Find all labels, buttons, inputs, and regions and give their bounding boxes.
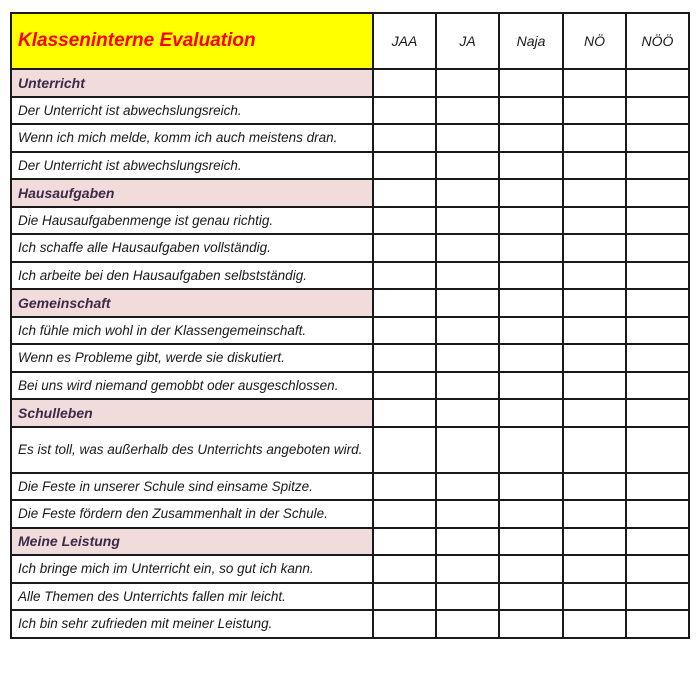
section-blank-cell: [563, 179, 626, 207]
statement-row: [11, 152, 689, 180]
rating-cell-jaa[interactable]: [373, 234, 436, 262]
rating-cell-nooe[interactable]: [626, 610, 689, 638]
rating-cell-noe[interactable]: [563, 555, 626, 583]
statement-row: [11, 262, 689, 290]
section-blank-cell: [436, 289, 499, 317]
statement-text: Ich bin sehr zufrieden mit meiner Leistung.: [11, 610, 373, 638]
rating-cell-naja[interactable]: [499, 344, 563, 372]
rating-cell-naja[interactable]: [499, 234, 563, 262]
rating-cell-ja[interactable]: [436, 124, 499, 152]
section-blank-cell: [499, 399, 563, 427]
rating-cell-nooe[interactable]: [626, 124, 689, 152]
rating-cell-jaa[interactable]: [373, 317, 436, 345]
section-blank-cell: [499, 528, 563, 556]
section-blank-cell: [499, 69, 563, 97]
rating-cell-jaa[interactable]: [373, 610, 436, 638]
rating-cell-naja[interactable]: [499, 207, 563, 235]
statement-row: [11, 610, 689, 638]
statement-row: [11, 207, 689, 235]
rating-cell-ja[interactable]: [436, 473, 499, 501]
rating-cell-naja[interactable]: [499, 152, 563, 180]
section-blank-cell: [373, 399, 436, 427]
statement-text: Ich schaffe alle Hausaufgaben vollständig.: [11, 234, 373, 262]
rating-cell-nooe[interactable]: [626, 207, 689, 235]
rating-cell-noe[interactable]: [563, 610, 626, 638]
rating-cell-jaa[interactable]: [373, 473, 436, 501]
statement-row: [11, 97, 689, 125]
rating-cell-ja[interactable]: [436, 234, 499, 262]
rating-cell-naja[interactable]: [499, 97, 563, 125]
section-blank-cell: [436, 179, 499, 207]
section-blank-cell: [373, 179, 436, 207]
rating-cell-ja[interactable]: [436, 97, 499, 125]
rating-cell-ja[interactable]: [436, 372, 499, 400]
rating-cell-jaa[interactable]: [373, 124, 436, 152]
rating-cell-naja[interactable]: [499, 372, 563, 400]
section-heading: Schulleben: [11, 399, 373, 427]
statement-row: [11, 317, 689, 345]
statement-row: [11, 234, 689, 262]
evaluation-table: [10, 12, 690, 639]
rating-cell-naja[interactable]: [499, 262, 563, 290]
rating-cell-noe[interactable]: [563, 207, 626, 235]
section-row: [11, 179, 689, 207]
section-heading: Hausaufgaben: [11, 179, 373, 207]
section-blank-cell: [626, 528, 689, 556]
rating-cell-jaa[interactable]: [373, 207, 436, 235]
rating-cell-ja[interactable]: [436, 317, 499, 345]
section-blank-cell: [563, 528, 626, 556]
rating-cell-jaa[interactable]: [373, 427, 436, 473]
rating-cell-nooe[interactable]: [626, 317, 689, 345]
column-header-ja: JA: [436, 13, 499, 69]
column-header-nooe: NÖÖ: [626, 13, 689, 69]
rating-cell-naja[interactable]: [499, 317, 563, 345]
statement-row: [11, 372, 689, 400]
rating-cell-nooe[interactable]: [626, 500, 689, 528]
statement-text: Alle Themen des Unterrichts fallen mir leicht.: [11, 583, 373, 611]
section-blank-cell: [563, 289, 626, 317]
section-blank-cell: [626, 69, 689, 97]
rating-cell-naja[interactable]: [499, 124, 563, 152]
statement-text: Ich arbeite bei den Hausaufgaben selbstständig.: [11, 262, 373, 290]
rating-cell-jaa[interactable]: [373, 500, 436, 528]
statement-text: Die Feste fördern den Zusammenhalt in der Schule.: [11, 500, 373, 528]
rating-cell-naja[interactable]: [499, 473, 563, 501]
header-row: [11, 13, 689, 69]
rating-cell-ja[interactable]: [436, 207, 499, 235]
section-row: [11, 69, 689, 97]
rating-cell-naja[interactable]: [499, 610, 563, 638]
statement-row: [11, 555, 689, 583]
rating-cell-noe[interactable]: [563, 317, 626, 345]
rating-cell-ja[interactable]: [436, 583, 499, 611]
section-blank-cell: [373, 528, 436, 556]
rating-cell-naja[interactable]: [499, 555, 563, 583]
rating-cell-ja[interactable]: [436, 610, 499, 638]
rating-cell-nooe[interactable]: [626, 555, 689, 583]
section-blank-cell: [436, 69, 499, 97]
rating-cell-jaa[interactable]: [373, 262, 436, 290]
form-title: Klasseninterne Evaluation: [11, 13, 373, 69]
statement-text: Es ist toll, was außerhalb des Unterrichts angeboten wird.: [11, 427, 373, 473]
section-blank-cell: [436, 399, 499, 427]
rating-cell-nooe[interactable]: [626, 234, 689, 262]
section-heading: Gemeinschaft: [11, 289, 373, 317]
evaluation-body: [11, 69, 689, 638]
rating-cell-noe[interactable]: [563, 500, 626, 528]
statement-row: [11, 344, 689, 372]
rating-cell-noe[interactable]: [563, 97, 626, 125]
statement-row: [11, 473, 689, 501]
statement-text: Wenn ich mich melde, komm ich auch meistens dran.: [11, 124, 373, 152]
section-blank-cell: [563, 399, 626, 427]
rating-cell-nooe[interactable]: [626, 372, 689, 400]
statement-text: Ich bringe mich im Unterricht ein, so gut ich kann.: [11, 555, 373, 583]
section-blank-cell: [626, 399, 689, 427]
section-blank-cell: [373, 289, 436, 317]
section-blank-cell: [499, 179, 563, 207]
rating-cell-noe[interactable]: [563, 427, 626, 473]
section-blank-cell: [626, 289, 689, 317]
statement-text: Wenn es Probleme gibt, werde sie diskutiert.: [11, 344, 373, 372]
section-blank-cell: [436, 528, 499, 556]
statement-text: Die Feste in unserer Schule sind einsame Spitze.: [11, 473, 373, 501]
section-blank-cell: [373, 69, 436, 97]
rating-cell-jaa[interactable]: [373, 152, 436, 180]
section-blank-cell: [626, 179, 689, 207]
column-header-noe: NÖ: [563, 13, 626, 69]
statement-text: Der Unterricht ist abwechslungsreich.: [11, 97, 373, 125]
rating-cell-naja[interactable]: [499, 427, 563, 473]
rating-cell-nooe[interactable]: [626, 152, 689, 180]
column-header-jaa: JAA: [373, 13, 436, 69]
rating-cell-jaa[interactable]: [373, 97, 436, 125]
rating-cell-noe[interactable]: [563, 583, 626, 611]
rating-cell-naja[interactable]: [499, 583, 563, 611]
statement-row: [11, 583, 689, 611]
rating-cell-nooe[interactable]: [626, 97, 689, 125]
section-heading: Meine Leistung: [11, 528, 373, 556]
statement-text: Der Unterricht ist abwechslungsreich.: [11, 152, 373, 180]
section-blank-cell: [499, 289, 563, 317]
section-heading: Unterricht: [11, 69, 373, 97]
rating-cell-nooe[interactable]: [626, 583, 689, 611]
rating-cell-noe[interactable]: [563, 124, 626, 152]
rating-cell-ja[interactable]: [436, 555, 499, 583]
rating-cell-jaa[interactable]: [373, 372, 436, 400]
statement-row: [11, 427, 689, 473]
section-row: [11, 528, 689, 556]
rating-cell-nooe[interactable]: [626, 344, 689, 372]
statement-row: [11, 500, 689, 528]
rating-cell-noe[interactable]: [563, 262, 626, 290]
rating-cell-jaa[interactable]: [373, 344, 436, 372]
rating-cell-naja[interactable]: [499, 500, 563, 528]
rating-cell-nooe[interactable]: [626, 473, 689, 501]
rating-cell-jaa[interactable]: [373, 583, 436, 611]
rating-cell-ja[interactable]: [436, 427, 499, 473]
rating-cell-jaa[interactable]: [373, 555, 436, 583]
statement-text: Ich fühle mich wohl in der Klassengemeinschaft.: [11, 317, 373, 345]
rating-cell-ja[interactable]: [436, 500, 499, 528]
rating-cell-noe[interactable]: [563, 344, 626, 372]
rating-cell-noe[interactable]: [563, 152, 626, 180]
rating-cell-noe[interactable]: [563, 473, 626, 501]
section-row: [11, 289, 689, 317]
statement-text: Die Hausaufgabenmenge ist genau richtig.: [11, 207, 373, 235]
column-header-naja: Naja: [499, 13, 563, 69]
rating-cell-ja[interactable]: [436, 344, 499, 372]
statement-text: Bei uns wird niemand gemobbt oder ausgeschlossen.: [11, 372, 373, 400]
rating-cell-noe[interactable]: [563, 372, 626, 400]
section-blank-cell: [563, 69, 626, 97]
rating-cell-nooe[interactable]: [626, 262, 689, 290]
statement-row: [11, 124, 689, 152]
rating-cell-ja[interactable]: [436, 262, 499, 290]
section-row: [11, 399, 689, 427]
rating-cell-ja[interactable]: [436, 152, 499, 180]
rating-cell-noe[interactable]: [563, 234, 626, 262]
rating-cell-nooe[interactable]: [626, 427, 689, 473]
